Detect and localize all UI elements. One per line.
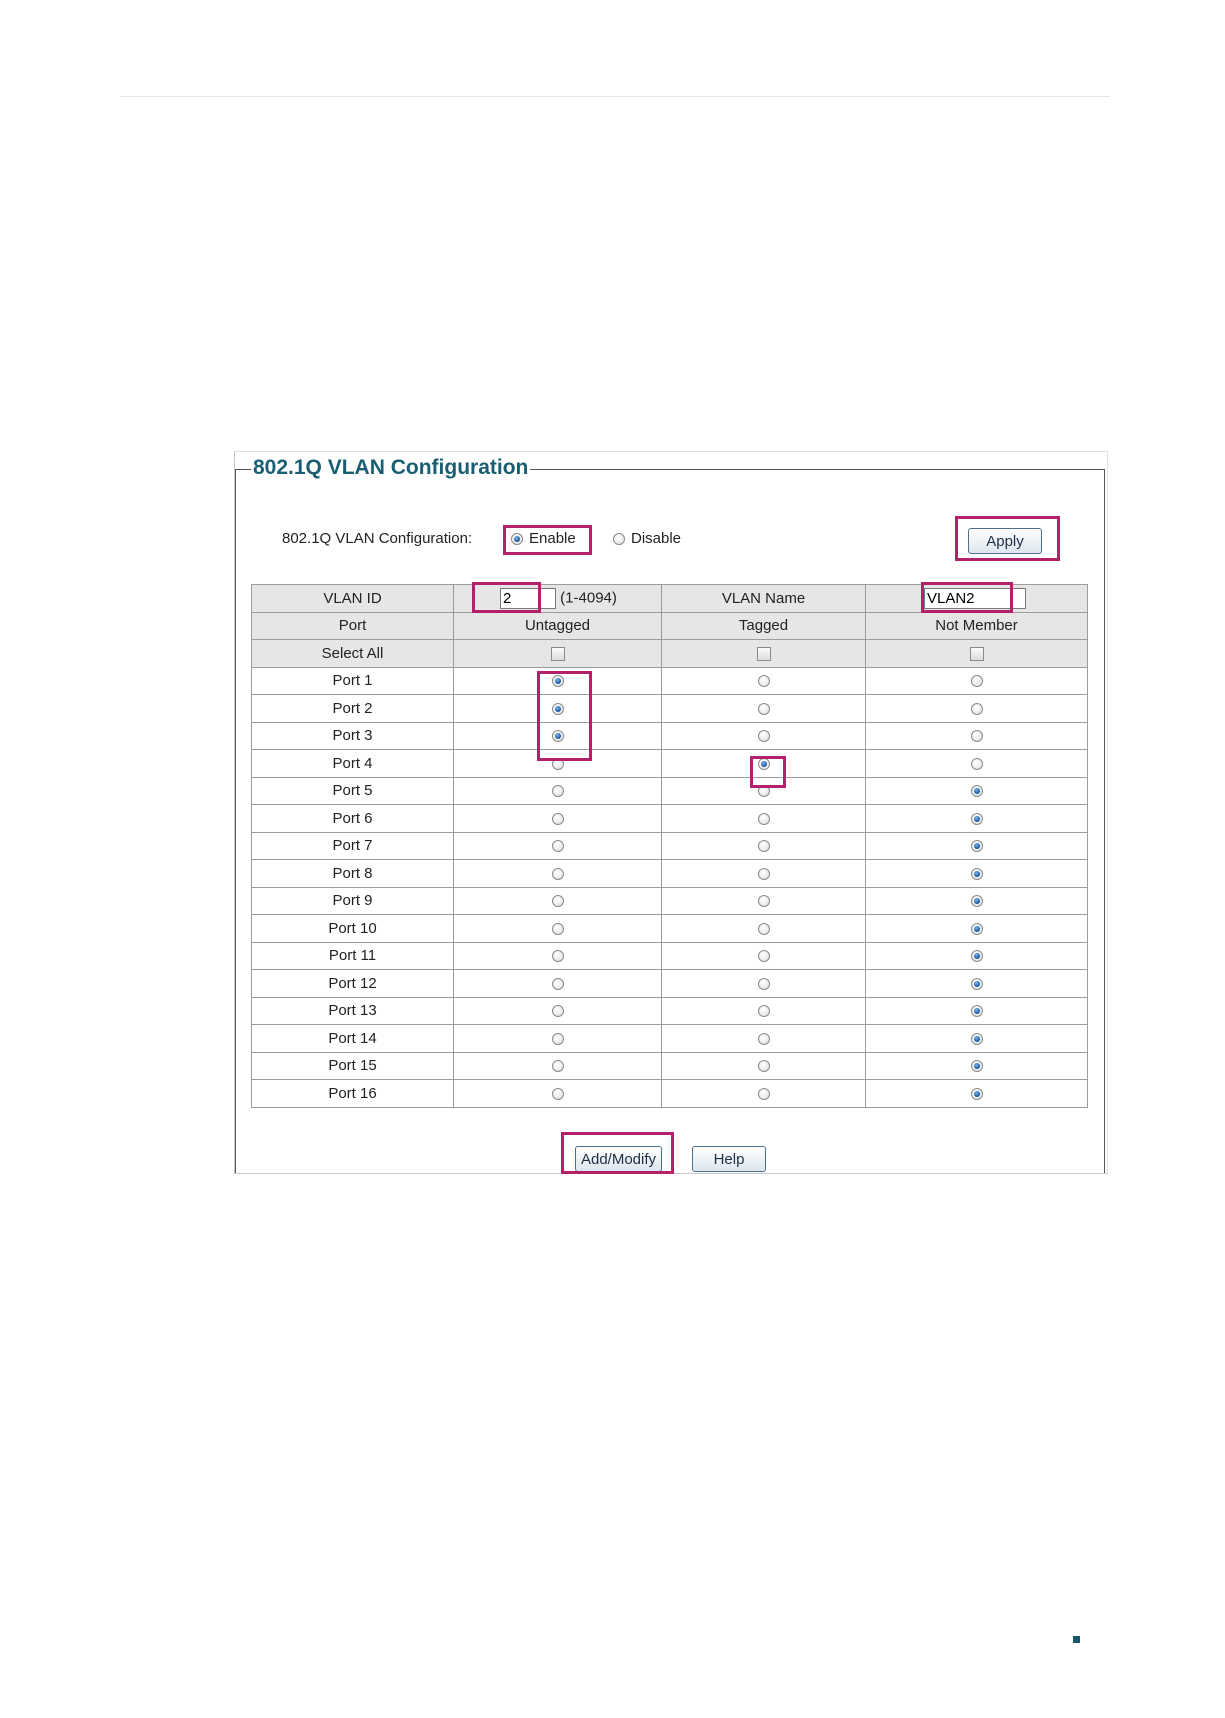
port-untagged-radio[interactable] <box>552 978 564 990</box>
column-header-row <box>252 612 1088 640</box>
port-not-member-cell <box>866 695 1088 723</box>
port-not-member-cell <box>866 887 1088 915</box>
port-tagged-cell <box>662 1080 866 1108</box>
port-tagged-cell <box>662 887 866 915</box>
add-modify-button[interactable]: Add/Modify <box>575 1146 662 1172</box>
vlan-id-range: (1-4094) <box>560 589 617 607</box>
port-tagged-radio[interactable] <box>758 840 770 852</box>
port-untagged-cell <box>454 997 662 1025</box>
port-tagged-radio[interactable] <box>758 950 770 962</box>
port-tagged-cell <box>662 805 866 833</box>
port-untagged-radio[interactable] <box>552 950 564 962</box>
page-corner-mark <box>1073 1636 1080 1643</box>
port-not-member-radio[interactable] <box>971 785 983 797</box>
port-tagged-cell <box>662 1052 866 1080</box>
port-not-member-cell <box>866 860 1088 888</box>
port-tagged-cell <box>662 832 866 860</box>
port-row <box>252 750 1088 778</box>
port-untagged-radio[interactable] <box>552 1005 564 1017</box>
port-name: Port 1 <box>252 667 454 695</box>
port-tagged-cell <box>662 970 866 998</box>
port-untagged-cell <box>454 1080 662 1108</box>
apply-highlight <box>955 516 1060 561</box>
port-not-member-radio[interactable] <box>971 978 983 990</box>
port-untagged-radio[interactable] <box>552 1088 564 1100</box>
port-row <box>252 970 1088 998</box>
apply-button[interactable]: Apply <box>968 528 1042 554</box>
select-all-untagged-cell <box>454 640 662 668</box>
port-name: Port 2 <box>252 695 454 723</box>
port-not-member-radio[interactable] <box>971 923 983 935</box>
port-not-member-cell <box>866 722 1088 750</box>
select-all-row <box>252 640 1088 668</box>
port-row <box>252 805 1088 833</box>
port-not-member-cell <box>866 1025 1088 1053</box>
port-tagged-cell <box>662 997 866 1025</box>
port-tagged-radio[interactable] <box>758 813 770 825</box>
port-name: Port 14 <box>252 1025 454 1053</box>
port-untagged-radio[interactable] <box>552 895 564 907</box>
port-name: Port 7 <box>252 832 454 860</box>
port-not-member-cell <box>866 805 1088 833</box>
port-name: Port 5 <box>252 777 454 805</box>
port-not-member-cell <box>866 997 1088 1025</box>
port-name: Port 10 <box>252 915 454 943</box>
port-not-member-radio[interactable] <box>971 895 983 907</box>
port-not-member-radio[interactable] <box>971 1060 983 1072</box>
port-not-member-radio[interactable] <box>971 1005 983 1017</box>
port-untagged-cell <box>454 777 662 805</box>
select-all-not-member-cell <box>866 640 1088 668</box>
port-row <box>252 832 1088 860</box>
add-modify-highlight <box>561 1132 674 1174</box>
port-untagged-radio[interactable] <box>552 813 564 825</box>
port-row <box>252 722 1088 750</box>
port-untagged-radio[interactable] <box>552 1060 564 1072</box>
port-name: Port 15 <box>252 1052 454 1080</box>
port-row <box>252 942 1088 970</box>
enable-highlight <box>503 525 592 555</box>
port-name: Port 13 <box>252 997 454 1025</box>
port-not-member-cell <box>866 750 1088 778</box>
port-untagged-radio[interactable] <box>552 785 564 797</box>
port-name: Port 12 <box>252 970 454 998</box>
port-row <box>252 997 1088 1025</box>
disable-radio[interactable] <box>613 533 625 545</box>
port-tagged-radio[interactable] <box>758 978 770 990</box>
help-button[interactable]: Help <box>692 1146 766 1172</box>
disable-label: Disable <box>631 530 682 547</box>
port-untagged-radio[interactable] <box>552 1033 564 1045</box>
port-tagged-radio[interactable] <box>758 868 770 880</box>
select-all-not-member-checkbox[interactable] <box>970 647 984 661</box>
port-row <box>252 887 1088 915</box>
port-tagged-cell <box>662 722 866 750</box>
port-not-member-radio[interactable] <box>971 730 983 742</box>
port-tagged-cell <box>662 667 866 695</box>
port-tagged-radio[interactable] <box>758 1005 770 1017</box>
port-row <box>252 915 1088 943</box>
vlan-id-highlight <box>472 582 541 613</box>
port-row <box>252 1052 1088 1080</box>
port-not-member-radio[interactable] <box>971 758 983 770</box>
port-name: Port 9 <box>252 887 454 915</box>
select-all-label: Select All <box>252 640 454 668</box>
port-tagged-radio[interactable] <box>758 675 770 687</box>
port-row <box>252 777 1088 805</box>
port-not-member-cell <box>866 970 1088 998</box>
port-not-member-radio[interactable] <box>971 703 983 715</box>
port-not-member-cell <box>866 777 1088 805</box>
port-not-member-radio[interactable] <box>971 1033 983 1045</box>
tagged-port-highlight <box>750 756 786 788</box>
port-name: Port 16 <box>252 1080 454 1108</box>
port-not-member-radio[interactable] <box>971 1088 983 1100</box>
port-untagged-cell <box>454 832 662 860</box>
untagged-ports-highlight <box>537 671 592 761</box>
port-tagged-radio[interactable] <box>758 1033 770 1045</box>
port-untagged-cell <box>454 970 662 998</box>
port-not-member-cell <box>866 942 1088 970</box>
enable-label: Enable <box>529 530 576 547</box>
port-tagged-cell <box>662 942 866 970</box>
panel-title: 802.1Q VLAN Configuration <box>253 456 529 479</box>
port-row <box>252 1080 1088 1108</box>
port-not-member-radio[interactable] <box>971 840 983 852</box>
port-not-member-radio[interactable] <box>971 813 983 825</box>
select-all-tagged-checkbox[interactable] <box>757 647 771 661</box>
port-tagged-radio[interactable] <box>758 703 770 715</box>
vlan-table <box>251 584 1088 1108</box>
col-untagged: Untagged <box>454 612 662 640</box>
port-tagged-cell <box>662 1025 866 1053</box>
port-name: Port 4 <box>252 750 454 778</box>
col-port: Port <box>252 612 454 640</box>
port-row <box>252 1025 1088 1053</box>
col-tagged: Tagged <box>662 612 866 640</box>
port-row <box>252 667 1088 695</box>
port-untagged-cell <box>454 1025 662 1053</box>
port-tagged-radio[interactable] <box>758 1060 770 1072</box>
port-name: Port 6 <box>252 805 454 833</box>
port-tagged-radio[interactable] <box>758 895 770 907</box>
port-tagged-radio[interactable] <box>758 923 770 935</box>
port-untagged-radio[interactable] <box>552 868 564 880</box>
col-not-member: Not Member <box>866 612 1088 640</box>
port-untagged-cell <box>454 942 662 970</box>
port-not-member-cell <box>866 1052 1088 1080</box>
port-untagged-radio[interactable] <box>552 923 564 935</box>
port-name: Port 8 <box>252 860 454 888</box>
vlan-name-label: VLAN Name <box>662 585 866 613</box>
port-not-member-cell <box>866 667 1088 695</box>
port-not-member-radio[interactable] <box>971 675 983 687</box>
select-all-untagged-checkbox[interactable] <box>551 647 565 661</box>
disable-option[interactable] <box>613 530 681 547</box>
port-not-member-cell <box>866 1080 1088 1108</box>
port-not-member-radio[interactable] <box>971 950 983 962</box>
port-not-member-cell <box>866 915 1088 943</box>
vlan-id-label: VLAN ID <box>252 585 454 613</box>
port-untagged-cell <box>454 805 662 833</box>
port-name: Port 11 <box>252 942 454 970</box>
port-untagged-radio[interactable] <box>552 840 564 852</box>
port-name: Port 3 <box>252 722 454 750</box>
select-all-tagged-cell <box>662 640 866 668</box>
port-untagged-cell <box>454 860 662 888</box>
vlan-config-panel <box>234 451 1108 1174</box>
port-tagged-radio[interactable] <box>758 1088 770 1100</box>
port-untagged-cell <box>454 915 662 943</box>
port-not-member-cell <box>866 832 1088 860</box>
page-top-rule <box>120 96 1110 97</box>
port-untagged-cell <box>454 1052 662 1080</box>
port-tagged-radio[interactable] <box>758 730 770 742</box>
port-tagged-cell <box>662 860 866 888</box>
port-tagged-cell <box>662 915 866 943</box>
port-row <box>252 695 1088 723</box>
vlan-config-label: 802.1Q VLAN Configuration: <box>282 530 473 547</box>
port-row <box>252 860 1088 888</box>
port-untagged-cell <box>454 887 662 915</box>
port-not-member-radio[interactable] <box>971 868 983 880</box>
vlan-name-highlight <box>921 582 1013 613</box>
port-tagged-cell <box>662 695 866 723</box>
